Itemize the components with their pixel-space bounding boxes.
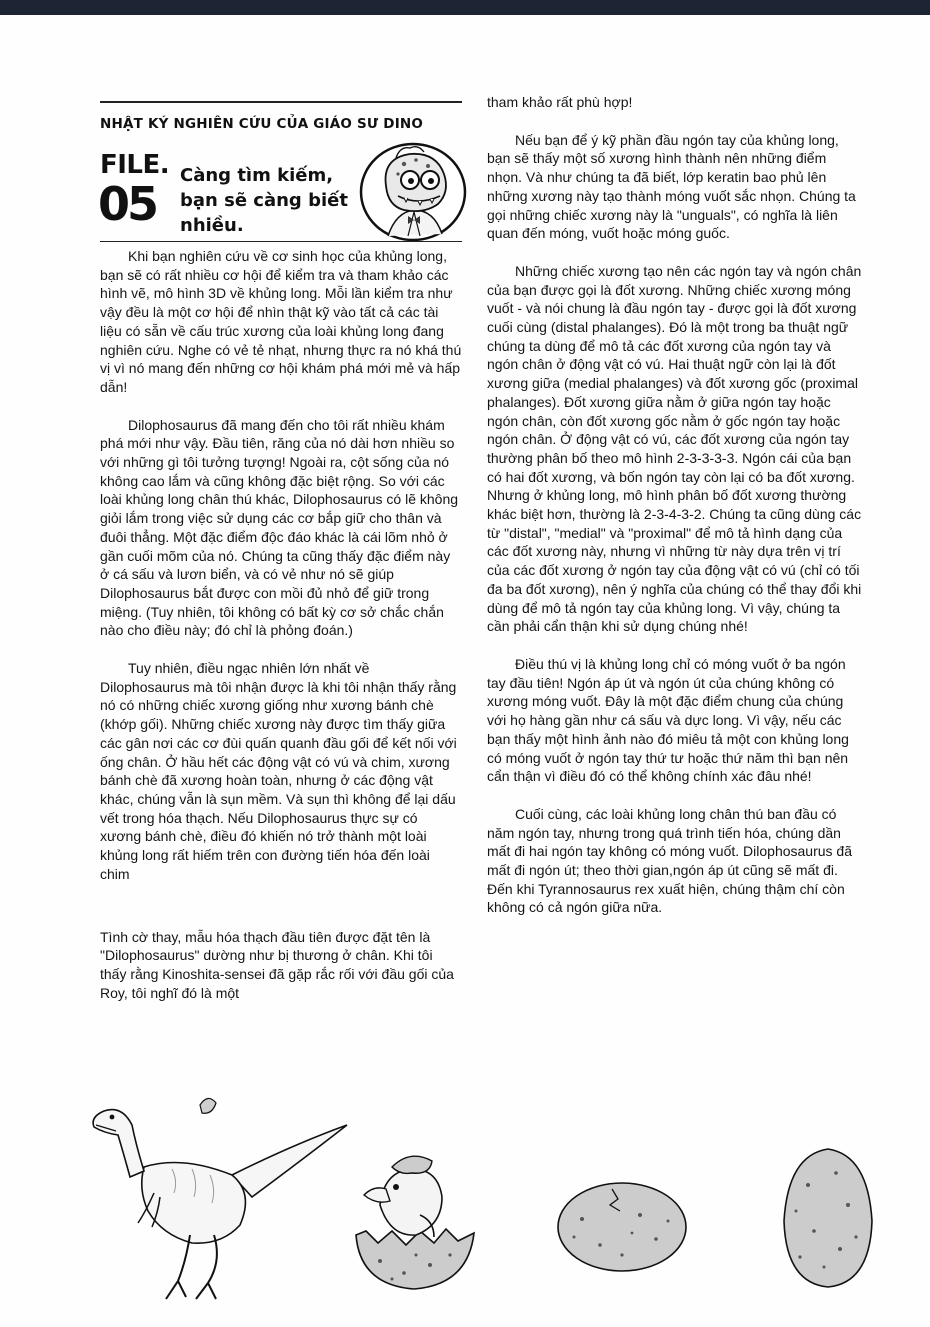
whole-egg-illustration bbox=[778, 1145, 878, 1291]
paragraph: Cuối cùng, các loài khủng long chân thú ban đầu có năm ngón tay, nhưng trong quá trình tiến hóa, chúng dần mất đi hai ngón tay không có móng vuốt. Dilophosaurus đã mất đi ngón út; theo thời gian,ngón áp út cũng sẽ mất đi. Đến khi Tyrannosaurus rex xuất hiện, chúng thậm chí còn không có cả ngón giữa nữa. bbox=[487, 805, 853, 916]
document-page bbox=[0, 15, 930, 1327]
young-dinosaur-illustration bbox=[82, 1085, 352, 1310]
header-top-rule bbox=[100, 101, 462, 103]
file-label: FILE. bbox=[100, 150, 170, 180]
journal-label: NHẬT KÝ NGHIÊN CỨU CỦA GIÁO SƯ DINO bbox=[100, 116, 424, 132]
paragraph: tham khảo rất phù hợp! bbox=[487, 94, 633, 110]
file-number: 05 bbox=[98, 177, 157, 231]
right-column bbox=[487, 93, 862, 936]
chapter-title: Càng tìm kiếm, bạn sẽ càng biết nhiều. bbox=[180, 165, 348, 236]
paragraph: Những chiếc xương tạo nên các ngón tay và ngón chân của bạn được gọi là đốt xương. Những chiếc xương móng vuốt - và nói chung là đầu ngón tay - được gọi là đốt xương cuối cùng (distal phalanges). Đó là một trong ba thuật ngữ chúng ta dùng để mô tả các đốt xương của ngón tay và ngón chân ở động vật có vú. Hai thuật ngữ còn lại là đốt xương giữa (medial phalanges) và đốt xương gốc (proximal phalanges). Đốt xương giữa nằm ở giữa ngón tay hoặc ngón chân, còn đốt xương gốc nằm ở gốc ngón tay hoặc ngón chân. Ở động vật có vú, các đốt xương của ngón tay thường phân bố theo mô hình 2-3-3-3-3. Ngón cái của bạn có hai đốt xương, và bốn ngón tay còn lại có ba đốt xương. Nhưng ở khủng long, mô hình phân bố đốt xương thường khác biệt hơn, thường là 2-3-4-3-2. Chúng ta cũng dùng các từ "distal", "medial" và "proximal" để mô tả hình dạng của các đốt xương này, nhưng vì những từ này dựa trên vị trí của các đốt xương ở ngón tay của động vật có vú (chỉ có tối đa ba đốt xương), nên ý nghĩa của chúng có thể thay đổi khi dùng để mô tả ngón tay của khủng long. Vì vậy, chúng ta cần phải cẩn thận khi sử dụng chúng nhé! bbox=[487, 262, 862, 635]
header-bottom-rule bbox=[100, 241, 462, 242]
paragraph: Dilophosaurus đã mang đến cho tôi rất nhiều khám phá mới như vậy. Đầu tiên, răng của nó dài hơn nhiều so với những gì tôi tưởng tượng! Ngoài ra, cột sống của nó không cao lắm và cũng không đặc biệt rộng. So với các loài khủng long chân thú khác, Dilophosaurus có lẽ không giỏi lắm trong việc sử dụng các cơ bắp giữ cho thân và đuôi thẳng. Một đặc điểm độc đáo khác là cái lõm nhỏ ở gần cuối mõm của nó. Chúng ta cũng thấy đặc điểm này ở cá sấu và lươn biển, và có vẻ như nó sẽ giúp Dilophosaurus bắt được con mồi đủ nhỏ để giữ trong miệng. (Tuy nhiên, tôi không có bất kỳ cơ sở chắc chắn nào cho điều này; đó chỉ là phỏng đoán.) bbox=[100, 416, 459, 639]
paragraph: Tình cờ thay, mẫu hóa thạch đầu tiên được đặt tên là "Dilophosaurus" dường như bị thương ở chân. Khi tôi thấy rằng Kinoshita-sensei đã gặp rắc rối với đầu gối của Roy, tôi nghĩ đó là một bbox=[100, 928, 454, 1001]
cracked-egg-illustration bbox=[552, 1175, 692, 1275]
professor-dino-portrait bbox=[358, 140, 468, 244]
paragraph: Khi bạn nghiên cứu về cơ sinh học của khủng long, bạn sẽ có rất nhiều cơ hội để kiểm tra và tham khảo các hình vẽ, mô hình 3D về khủng long. Mỗi lần kiểm tra như vậy đều là một cơ hội để nhìn thật kỹ vào tất cả các tài liệu có sẵn về cấu trúc xương của loài khủng long đang nghiên cứu. Nghe có vẻ tẻ nhạt, nhưng thực ra nó khá thú vị vì nó mang đến những cơ hội khám phá mới mẻ và hấp dẫn! bbox=[100, 248, 462, 395]
top-bar bbox=[0, 0, 930, 15]
paragraph: Điều thú vị là khủng long chỉ có móng vuốt ở ba ngón tay đầu tiên! Ngón áp út và ngón út của chúng không có xương móng vuốt. Đây là một đặc điểm chung của chúng với họ hàng gần như cá sấu và dực long. Vì vậy, nếu các bạn thấy một hình ảnh nào đó miêu tả một con khủng long có móng vuốt ở ngón tay thứ tư hoặc thứ năm thì bạn nên cẩn thận vì điều đó có thể không chính xác đâu nhé! bbox=[487, 655, 849, 785]
left-column bbox=[100, 247, 462, 1021]
paragraph: Nếu bạn để ý kỹ phần đầu ngón tay của khủng long, bạn sẽ thấy một số xương hình thành nên những điểm nhọn. Và như chúng ta đã biết, lớp keratin bao phủ lên những xương này tạo thành móng vuốt sắc nhọn. Chúng ta gọi những chiếc xương này là "unguals", có nghĩa là liên quan đến móng, vuốt hoặc móng guốc. bbox=[487, 131, 856, 242]
paragraph: Tuy nhiên, điều ngạc nhiên lớn nhất về Dilophosaurus mà tôi nhận được là khi tôi nhận thấy rằng nó có những chiếc xương giống như xương bánh chè (khớp gối). Những chiếc xương này được tìm thấy giữa các gân nơi các cơ đùi quấn quanh đầu gối để kết nối với ống chân. Ở hầu hết các động vật có vú và chim, xương bánh chè đã xương hoàn toàn, nhưng ở các động vật khác, chúng vẫn là sụn mềm. Và sụn thì không để lại dấu vết trong hóa thạch. Nếu Dilophosaurus thực sự có xương bánh chè, điều đó khiến nó trở thành một loài khủng long rất hiếm trên con đường tiến hóa đến loài chim bbox=[100, 660, 457, 882]
hatching-dinosaur-illustration bbox=[350, 1145, 480, 1295]
